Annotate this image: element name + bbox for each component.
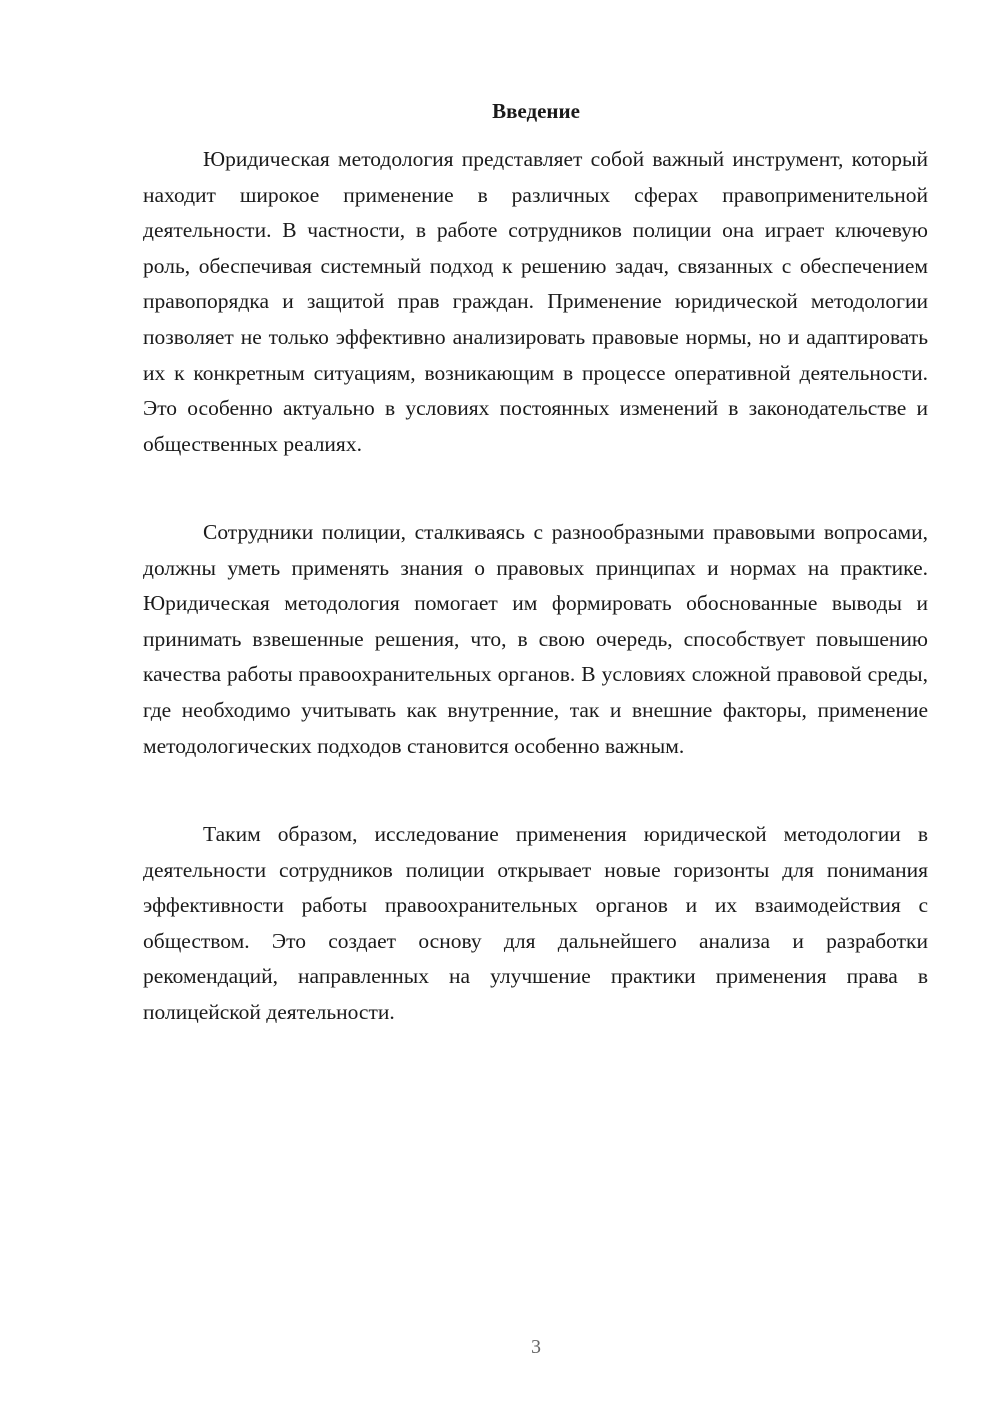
paragraph-2: Сотрудники полиции, сталкиваясь с разнообразными правовыми вопросами, должны уметь применять знания о правовых принципах и нормах на практике. Юридическая методология помогает им формировать обоснованные выводы и принимать взвешенные решения, что, в свою очередь, способствует повышению качества работы правоохранительных органов. В условиях сложной правовой среды, где необходимо учитывать как внутренние, так и внешние факторы, применение методологических подходов становится особенно важным. <box>143 520 928 758</box>
page-number: 3 <box>531 1336 541 1358</box>
section-heading: Введение <box>492 99 580 123</box>
paragraph-1: Юридическая методология представляет собой важный инструмент, который находит широкое применение в различных сферах правоприменительной деятельности. В частности, в работе сотрудников полиции она играет ключевую роль, обеспечивая системный подход к решению задач, связанных с обеспечением правопорядка и защитой прав граждан. Применение юридической методологии позволяет не только эффективно анализировать правовые нормы, но и адаптировать их к конкретным ситуациям, возникающим в процессе оперативной деятельности. Это особенно актуально в условиях постоянных изменений в законодательстве и общественных реалиях. <box>143 147 928 456</box>
paragraph-3: Таким образом, исследование применения юридической методологии в деятельности сотрудников полиции открывает новые горизонты для понимания эффективности работы правоохранительных органов и их взаимодействия с обществом. Это создает основу для дальнейшего анализа и разработки рекомендаций, направленных на улучшение практики применения права в полицейской деятельности. <box>143 822 928 1024</box>
